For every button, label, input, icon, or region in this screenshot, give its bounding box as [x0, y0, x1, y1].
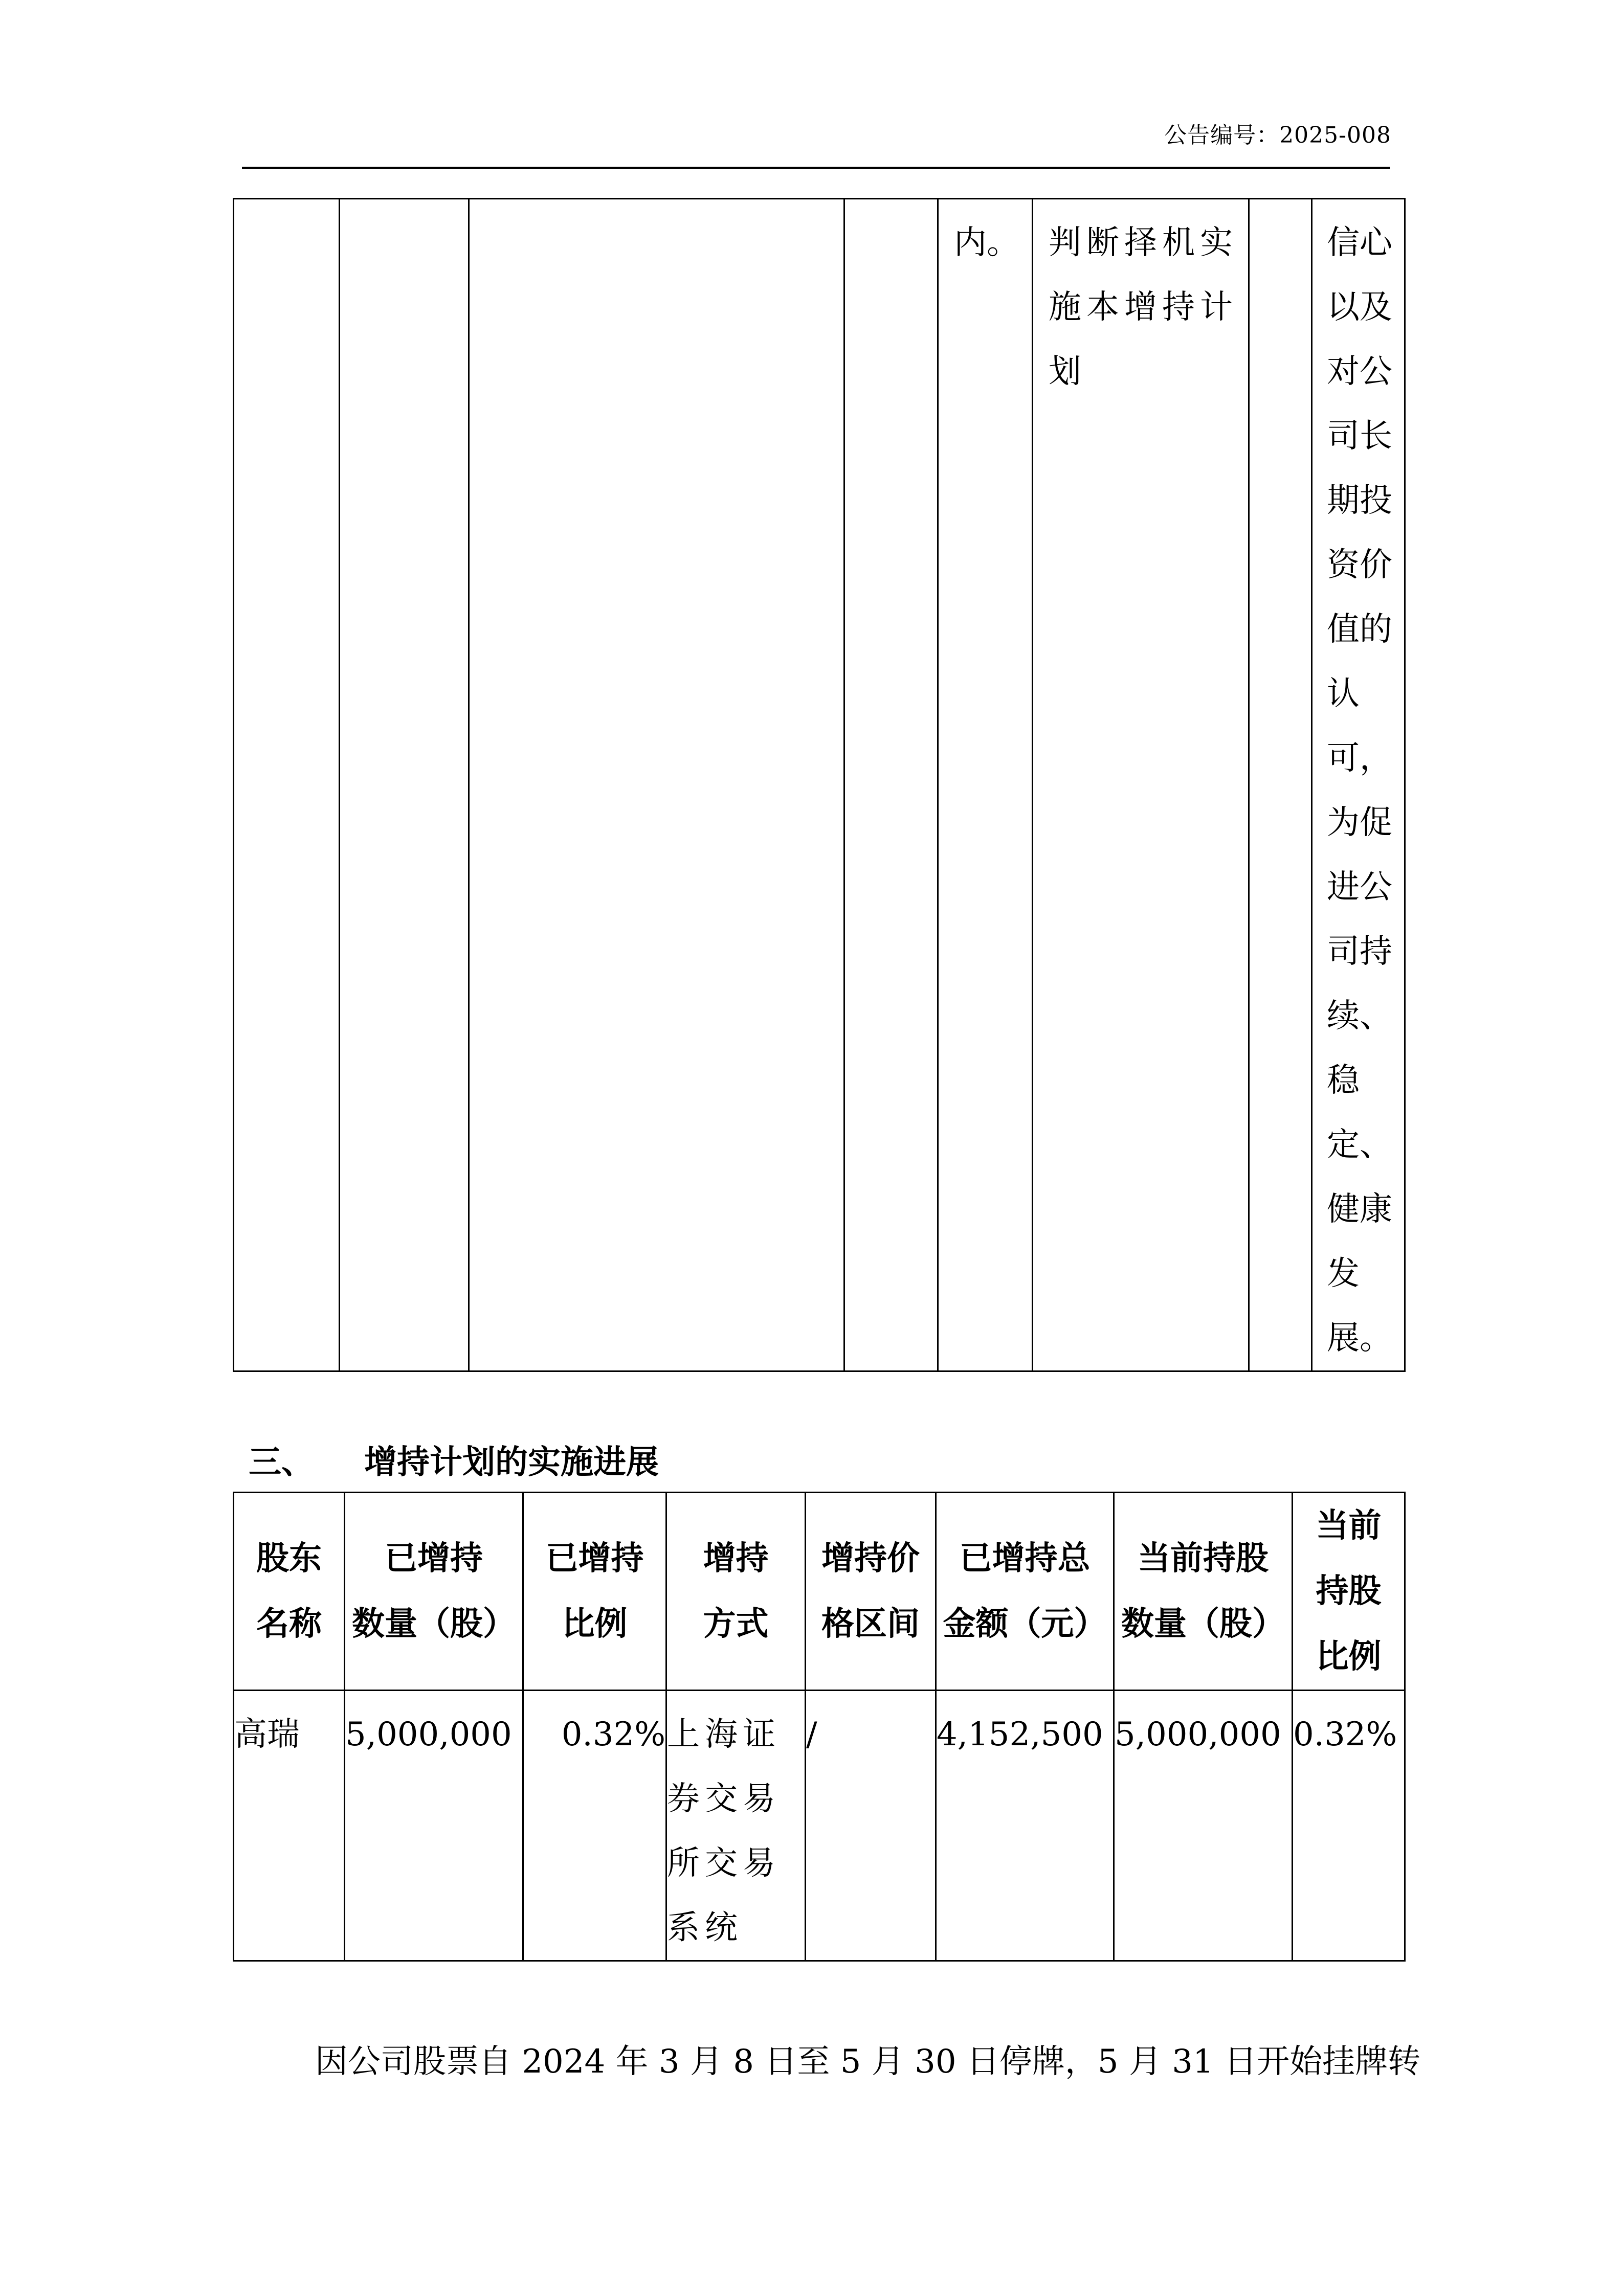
increase-reason-text: [1312, 199, 1404, 1370]
table-header-line: 增持价: [821, 1539, 920, 1578]
implementation-method-line: 判断择机实: [1049, 224, 1238, 262]
continuation-cell-8: [1312, 199, 1405, 1371]
table-header-line: 当前持股: [1138, 1539, 1269, 1578]
increase-reason-line: 期投: [1327, 482, 1392, 520]
implementation-period-line: 内。: [954, 224, 1019, 262]
table-header-line: 已增持: [385, 1539, 483, 1578]
implementation-period-text: [939, 199, 1032, 275]
continuation-cell-4: [844, 199, 938, 1371]
table-header-line: 比例: [1316, 1637, 1382, 1676]
ratio-increased-cell: 0.32%: [523, 1691, 666, 1961]
price-range-cell: /: [806, 1691, 936, 1961]
increase-reason-line: 认: [1327, 675, 1360, 713]
increase-reason-line: 续、: [1327, 997, 1392, 1035]
increase-method-line: 所交易: [667, 1844, 781, 1882]
table-header-line: 数量（股）: [1121, 1605, 1285, 1643]
increase-method-line: 上海证: [667, 1716, 781, 1753]
table-header-line: 数量（股）: [352, 1605, 516, 1643]
current-shares-cell: 5,000,000: [1114, 1691, 1293, 1961]
increase-reason-line: 展。: [1327, 1319, 1392, 1357]
table-header-line: 股东: [256, 1539, 322, 1578]
table-header-line: 持股: [1316, 1572, 1382, 1610]
table-header-cell: [523, 1493, 666, 1691]
increase-method-line: 券交易: [667, 1780, 781, 1818]
increase-reason-line: 司长: [1327, 417, 1392, 455]
continuation-table: [233, 198, 1406, 1372]
table-header-line: 增持: [703, 1539, 769, 1578]
continuation-cell-7: [1249, 199, 1312, 1371]
increase-reason-line: 为促: [1327, 804, 1392, 842]
increase-reason-line: 对公: [1327, 353, 1392, 391]
table-header-row: [234, 1493, 1405, 1691]
table-header-line: 格区间: [821, 1605, 920, 1643]
continuation-cell-1: [234, 199, 340, 1371]
increase-reason-line: 信心: [1327, 224, 1392, 262]
section-number: 三、: [249, 1443, 314, 1481]
table-header-cell: [1293, 1493, 1405, 1691]
table-header-cell: [806, 1493, 936, 1691]
table-header-line: 金额（元）: [943, 1605, 1107, 1643]
table-header-cell: [234, 1493, 345, 1691]
increase-method-cell: [666, 1691, 806, 1961]
increase-reason-line: 值的: [1327, 611, 1392, 648]
document-number: 公告编号：2025-008: [1164, 122, 1391, 148]
continuation-cell-2: [340, 199, 469, 1371]
continuation-cell-6: [1033, 199, 1249, 1371]
shareholder-name-cell: 高瑞: [234, 1691, 345, 1961]
table-header-cell: [345, 1493, 523, 1691]
increase-reason-line: 司持: [1327, 933, 1392, 971]
increase-reason-line: 以及: [1327, 288, 1392, 326]
increase-reason-line: 可，: [1327, 739, 1392, 777]
header-divider: [242, 167, 1390, 169]
table-header-cell: [936, 1493, 1114, 1691]
table-header-line: 已增持: [545, 1539, 644, 1578]
increase-reason-line: 稳: [1327, 1062, 1360, 1099]
increase-method-line: 系统: [667, 1909, 743, 1947]
increase-reason-line: 定、: [1327, 1126, 1392, 1164]
section-heading: [249, 1436, 659, 1483]
increase-reason-line: 进公: [1327, 868, 1392, 906]
implementation-method-text: [1033, 199, 1248, 404]
increase-reason-line: 健康: [1327, 1190, 1392, 1228]
current-ratio-cell: 0.32%: [1293, 1691, 1405, 1961]
section-title: 增持计划的实施进展: [364, 1443, 659, 1481]
total-amount-cell: 4,152,500: [936, 1691, 1114, 1961]
table-header-line: 已增持总: [959, 1539, 1091, 1578]
table-header-line: 比例: [562, 1605, 628, 1643]
increase-progress-table: [233, 1492, 1406, 1962]
shares-increased-cell: 5,000,000: [345, 1691, 523, 1961]
continuation-cell-5: [938, 199, 1033, 1371]
table-header-cell: [1114, 1493, 1293, 1691]
body-paragraph: 因公司股票自 2024 年 3 月 8 日至 5 月 30 日停牌，5 月 31 日开始挂牌转: [315, 2043, 1421, 2081]
table-header-line: 当前: [1316, 1506, 1382, 1545]
table-header-line: 方式: [703, 1605, 769, 1643]
continuation-cell-3: [469, 199, 844, 1371]
implementation-method-line: 划: [1049, 353, 1086, 391]
increase-reason-line: 资价: [1327, 546, 1392, 584]
increase-reason-line: 发: [1327, 1255, 1360, 1293]
implementation-method-line: 施本增持计: [1049, 288, 1238, 326]
table-row: [234, 1691, 1405, 1961]
table-header-line: 名称: [256, 1605, 322, 1643]
table-header-cell: [666, 1493, 806, 1691]
